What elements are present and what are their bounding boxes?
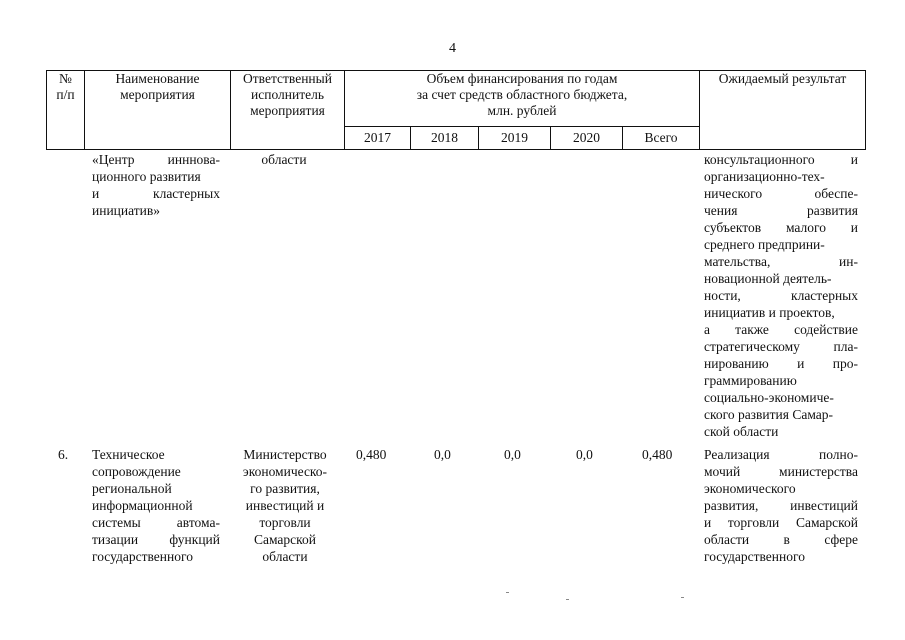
cont-executor: области: [261, 152, 307, 167]
cont-result: консультационного и организационно-тех- нического обеспе- чения развития субъектов малого и среднего предприни- мательства, ин- новационной деятель- ности, кластерных инициатив и проектов, а также содействие стратегическому пла- нированию и про- граммированию социально-экономиче- ского развития Самар- ской области: [704, 152, 858, 439]
header-funding: Объем финансирования по годам за счет средств областного бюджета, млн. рублей: [345, 71, 700, 127]
row6-value-total: 0,480: [642, 447, 673, 462]
row6-value-2019: 0,0: [504, 447, 521, 462]
table-header: [46, 70, 866, 150]
row6-result: Реализация полно- мочий министерства экономического развития, инвестиций и торговли Самарской области в сфере государственного: [704, 447, 858, 564]
scan-speck: [681, 597, 684, 598]
header-year-2020: 2020: [551, 127, 623, 150]
scan-speck: [566, 599, 569, 600]
row6-value-2018: 0,0: [434, 447, 451, 462]
header-year-2018: 2018: [411, 127, 479, 150]
row6-name: Техническое сопровождение региональной информационной системы автома- тизации функций государственного: [92, 447, 220, 564]
header-total: Всего: [623, 127, 700, 150]
header-number: № п/п: [47, 71, 85, 150]
row6-number: 6.: [58, 447, 69, 462]
row6-value-2020: 0,0: [576, 447, 593, 462]
page-number: 4: [449, 41, 456, 56]
row6-executor: Министерство экономическо- го развития, инвестиций и торговли Самарской области: [242, 447, 328, 564]
header-year-2019: 2019: [479, 127, 551, 150]
scan-speck: [506, 592, 509, 593]
header-executor: Ответственный исполнитель мероприятия: [231, 71, 345, 150]
header-year-2017: 2017: [345, 127, 411, 150]
cont-name: «Центр инннова- ционного развития и кластерных инициатив»: [92, 152, 220, 218]
header-name: Наименование мероприятия: [85, 71, 231, 150]
row6-value-2017: 0,480: [356, 447, 387, 462]
header-result: Ожидаемый результат: [700, 71, 866, 150]
